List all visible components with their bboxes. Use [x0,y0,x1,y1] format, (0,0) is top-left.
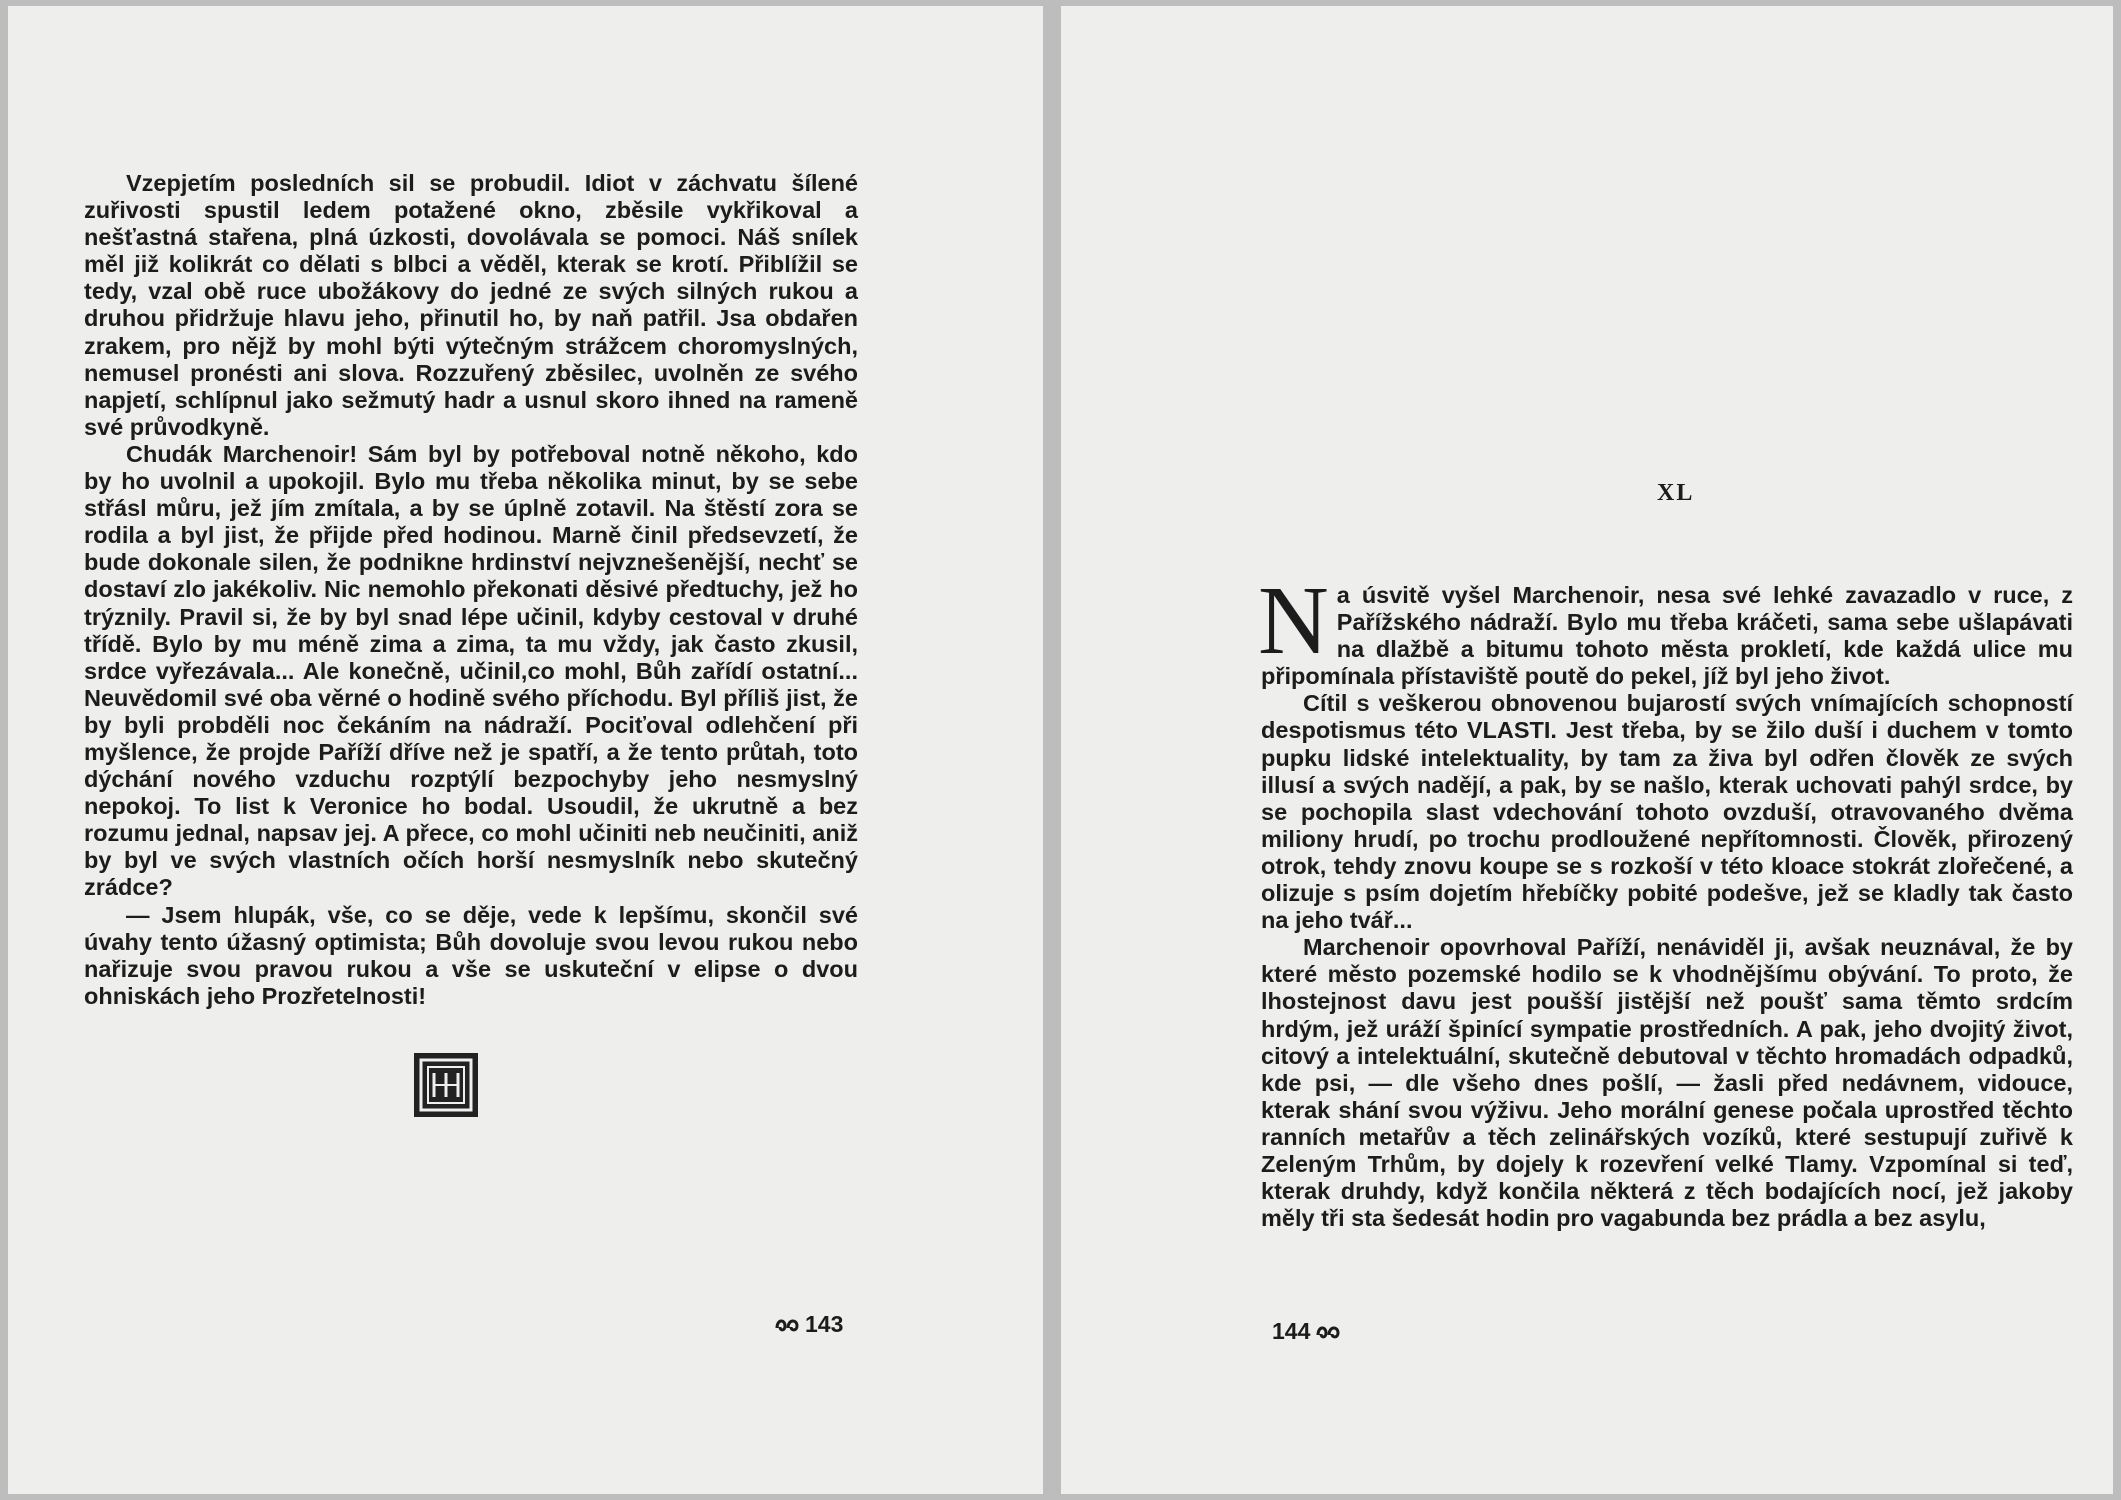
right-page-text [1258,567,2073,1232]
paragraph [1258,567,2073,690]
chapter-heading: XL [1657,480,1695,506]
page-number: 144 [1272,1318,1311,1344]
page-number-right [1272,1318,1340,1345]
paragraph: Cítil s veškerou obnovenou bujarostí svých vnímajících schopností despotismus této VLASTI. Jest třeba, by se žilo duší i duchem v tomto pupku lidské intelektuality, by tam za živa byl odřen člověk ze svých illusí a svých nadějí, a pak, by se našlo, kterak uchovati pahýl srdce, by se pochopila slast vdechování tohoto ovzduší, otravovaného dvěma miliony hrudí, po trochu prodloužené nepřítomnosti. Člověk, přirozený otrok, tehdy znovu koupe se s rozkoší v této kloace stokrát zlořečené, a olizuje s psím dojetím hřebíčky pobité podešve, jež se kladly tak často na jeho tvář... [1261,690,2073,934]
paragraph: Chudák Marchenoir! Sám byl by potřeboval notně někoho, kdo by ho uvolnil a upokojil. Bylo mu třeba několika minut, by se sebe střásl můru, jež jím zmítala, a by se úplně zotavil. Na štěstí zora se rodila a byl jist, že přijde před hodinou. Marně činil předsevzetí, že bude dokonale silen, že podnikne hrdinství nejvznešenější, nechť se dostaví zlo jakékoliv. Nic nemohlo překonati děsivé předtuchy, jež ho trýznily. Pravil si, že by byl snad lépe učinil, kdyby cestoval v druhé třídě. Bylo by mu méně zima a zima, ta mu vždy, jak často zkusil, srdce vyřezávala... Ale konečně, učinil,co mohl, Bůh zařídí ostatní... Neuvědomil své oba věrné o hodině svého příchodu. Byl příliš jist, že by byli probděli noc čekáním na nádraží. Pociťoval odlehčení při myšlence, že projde Paříží dříve než je spatří, a že tento průtah, toto dýchání nového vzduchu rozptýlí bezpochyby jeho nesmyslný nepokoj. To list k Veronice ho bodal. Usoudil, že ukrutně a bez rozumu jednal, napsav jej. A přece, co mohl učiniti neb neučiniti, aniž by byl ve svých vlastních očích horší nesmyslník nebo skutečný zrádce? [84,440,858,901]
folio-ornament-icon [1316,1323,1340,1341]
paragraph: — Jsem hlupák, vše, co se děje, vede k lepšímu, skončil své úvahy tento úžasný optimista; Bůh dovoluje svou levou rukou nebo nařizuje svou pravou rukou a vše se uskuteční v elipse o dvou ohniskách jeho Prozřetelnosti! [84,901,858,1009]
drop-cap: N [1258,567,1329,675]
left-page [8,6,1043,1494]
folio-ornament-icon [775,1316,799,1334]
page-number-left [775,1311,843,1338]
right-page [1061,6,2113,1494]
page-number: 143 [805,1311,844,1337]
left-page-text [84,170,858,1010]
paragraph-text: a úsvitě vyšel Marchenoir, nesa své lehké zavazadlo v ruce, z Pařížského nádraží. Bylo mu třeba kráčeti, sama sebe ušlapávati na dlažbě a bitumu tohoto města prokletí, kde každá ulice mu připomínala přístaviště poutě do pekel, jíž byl jeho život. [1261,582,2073,690]
paragraph: Marchenoir opovrhoval Paříží, nenáviděl ji, avšak neuznával, že by které město pozemské hodilo se k vhodnějšímu obývání. To proto, že lhostejnost davu jest poušší jistější než poušť sama těmto srdcím hrdým, jež uráží špinící sympatie prostředních. A pak, jeho dvojitý život, citový a intelektuální, skutečně debutoval v těchto hromadách odpadků, kde psi, — dle všeho dnes pošlí, — žasli před nedávnem, vidouce, kterak shání svou výživu. Jeho morální genese počala uprostřed těchto ranních metařův a těch zelinářských vozíků, které sestupují zuřivě k Zeleným Trhům, by dojely k rozevření velké Tlamy. Vzpomínal si teď, kterak druhdy, když končila některá z těch bodajících nocí, jež jakoby měly tři sta šedesát hodin pro vagabunda bez prádla a bez asylu, [1261,934,2073,1232]
paragraph: Vzepjetím posledních sil se probudil. Idiot v záchvatu šílené zuřivosti spustil ledem potažené okno, zběsile vykřikoval a nešťastná stařena, plná úzkosti, dovolávala se pomoci. Náš snílek měl již kolikrát co dělati s blbci a věděl, kterak se krotí. Přiblížil se tedy, vzal obě ruce ubožákovy do jedné ze svých silných rukou a druhou přidržuje hlavu jeho, přinutil ho, by naň patřil. Jsa obdařen zrakem, pro nějž by mohl býti výtečným strážcem choromyslných, nemusel pronésti ani slova. Rozzuřený zběsilec, uvolněn ze svého napjetí, schlípnul jako sežmutý hadr a usnul skoro ihned na rameně své průvodkyně. [84,170,858,440]
chapter-end-ornament-icon [414,1053,478,1117]
